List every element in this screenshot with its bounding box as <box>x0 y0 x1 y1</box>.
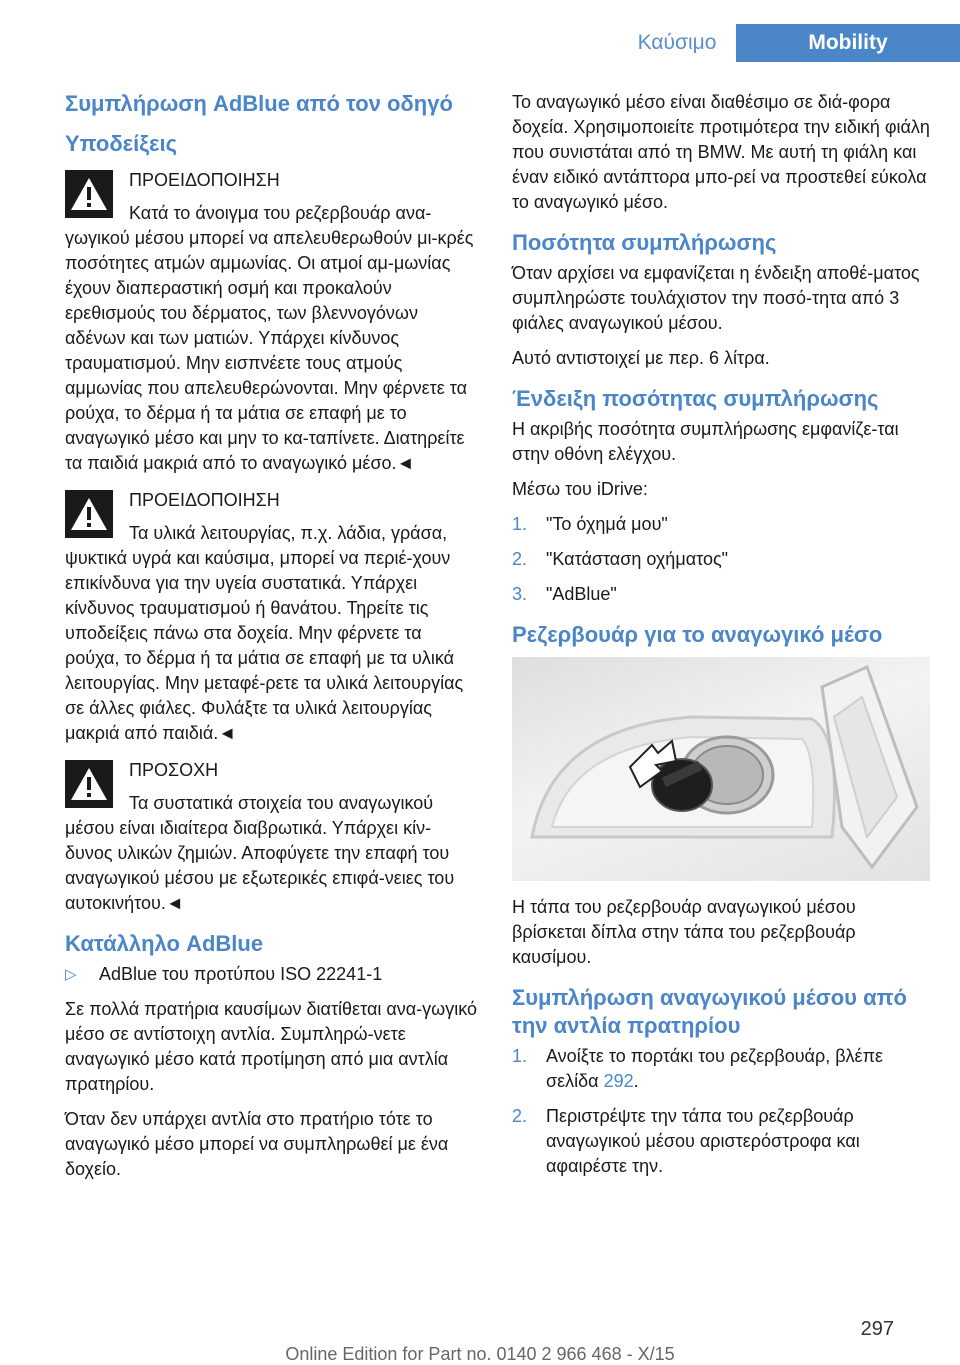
tank-cap-photo <box>512 657 930 881</box>
left-column <box>65 90 477 1192</box>
warning-triangle-icon <box>65 490 113 538</box>
suitable-adblue-heading: Κατάλληλο AdBlue <box>65 931 264 956</box>
list-item <box>65 962 477 987</box>
paragraph: Όταν αρχίσει να εμφανίζεται η ένδειξη αποθέ-ματος συμπληρώστε τουλάχιστον την ποσό-τητα από 3 φιάλες αναγωγικού μέσου. <box>512 263 920 333</box>
list-item: 3. "AdBlue" <box>512 584 617 604</box>
paragraph: Η ακριβής ποσότητα συμπλήρωσης εμφανίζε-ται στην οθόνη ελέγχου. <box>512 419 899 464</box>
warning-block-2 <box>65 488 477 746</box>
list-item: 1. "Το όχημά μου" <box>512 514 668 534</box>
tank-heading: Ρεζερβουάρ για το αναγωγικό μέσο <box>512 622 883 647</box>
warning-title: ΠΡΟΕΙΔΟΠΟΙΗΣΗ <box>129 170 280 190</box>
paragraph: Το αναγωγικό μέσο είναι διαθέσιμο σε διά-φορα δοχεία. Χρησιμοποιείτε προτιμότερα την ειδική φιάλη που συνιστάται από τη BMW. Με αυτή τη φιάλη και έναν ειδικό αντάπτορα μπο-ρεί να προστεθεί εύκολα το αναγωγικό μέσο. <box>512 92 930 212</box>
warning-title: ΠΡΟΕΙΔΟΠΟΙΗΣΗ <box>129 490 280 510</box>
list-item: 2. "Κατάσταση οχήματος" <box>512 549 729 569</box>
triangle-bullet-icon: ▷ <box>65 966 77 983</box>
page-number: 297 <box>860 1318 894 1340</box>
section-tab[interactable]: Καύσιμο <box>637 31 717 54</box>
page-footer <box>0 1318 960 1362</box>
paragraph: Αυτό αντιστοιχεί με περ. 6 λίτρα. <box>512 348 770 368</box>
pump-heading: Συμπλήρωση αναγωγικού μέσου από την αντλία πρατηρίου <box>512 985 907 1038</box>
paragraph: Όταν δεν υπάρχει αντλία στο πρατήριο τότε το αναγωγικό μέσο μπορεί να συμπληρωθεί με ένα δοχείο. <box>65 1109 449 1179</box>
caution-block <box>65 758 477 916</box>
page-reference-link[interactable]: 292 <box>603 1071 634 1091</box>
caution-text: Τα συστατικά στοιχεία του αναγωγικού μέσου είναι ιδιαίτερα διαβρωτικά. Υπάρχει κίν-δυνος υλικών ζημιών. Αποφύγετε την επαφή του αναγωγικού μέσου με εξωτερικές επιφά-νειες του αυτοκινήτου.◄ <box>65 793 455 913</box>
bullet-text: AdBlue του προτύπου ISO 22241-1 <box>99 964 383 984</box>
warning-triangle-icon <box>65 170 113 218</box>
caution-title: ΠΡΟΣΟΧΗ <box>129 760 219 780</box>
warning-text: Κατά το άνοιγμα του ρεζερβουάρ ανα-γωγικού μέσου μπορεί να απελευθερωθούν μι-κρές ποσότητες ατμών αμμωνίας. Οι ατμοί αμ-μωνίας έχουν διαπεραστική οσμή και προκαλούν ερεθισμούς του δέρματος, των βλεννογόνων αδένων και των ματιών. Υπάρχει κίνδυνος τραυματισμού. Μην εισπνέετε τους ατμούς αμμωνίας που απελευθερώνονται. Μην φέρνετε τα ρούχα, το δέρμα ή τα μάτια σε επαφή με το αναγωγικό μέσο και μην το κα-ταπίνετε. Διατηρείτε τα παιδιά μακριά από το αναγωγικό μέσο.◄ <box>65 203 474 473</box>
edition-line: Online Edition for Part no. 0140 2 966 468 - X/15 <box>285 1344 675 1364</box>
paragraph: Σε πολλά πρατήρια καυσίμων διατίθεται ανα-γωγικό μέσο σε αντίστοιχη αντλία. Συμπληρώ-νετε αναγωγικό μέσο κατά προτίμηση από μια αντλία πρατηρίου. <box>65 999 477 1094</box>
page-header <box>0 0 960 62</box>
paragraph: Μέσω του iDrive: <box>512 479 648 499</box>
right-column <box>512 90 930 1191</box>
idrive-steps <box>512 512 930 607</box>
list-item: 2. Περιστρέψτε την τάπα του ρεζερβουάρ αναγωγικού μέσου αριστερόστροφα και αφαιρέστε την. <box>512 1106 860 1176</box>
quantity-heading: Ποσότητα συμπλήρωσης <box>512 230 777 255</box>
indication-heading: Ένδειξη ποσότητας συμπλήρωσης <box>512 386 879 411</box>
section-title: Συμπλήρωση AdBlue από τον οδηγό <box>65 91 453 116</box>
hints-heading: Υποδείξεις <box>65 131 178 156</box>
chapter-tab[interactable]: Mobility <box>736 24 960 62</box>
warning-block-1 <box>65 168 477 476</box>
caution-triangle-icon <box>65 760 113 808</box>
list-item: 1. Ανοίξτε το πορτάκι του ρεζερβουάρ, βλέπε σελίδα 292. <box>512 1046 884 1091</box>
pump-steps <box>512 1044 930 1179</box>
warning-text: Τα υλικά λειτουργίας, π.χ. λάδια, γράσα, ψυκτικά υγρά και καύσιμα, μπορεί να περιέ-χουν επικίνδυνα για την υγεία συστατικά. Υπάρχει κίνδυνος τραυματισμού ή θανάτου. Τηρείτε τις υποδείξεις πάνω στα δοχεία. Μην φέρνετε τα ρούχα, το δέρμα ή τα μάτια σε επαφή με τα υλικά λειτουργίας. Μην μεταφέ-ρετε τα υλικά λειτουργίας σε άλλες φιάλες. Φυλάξτε τα υλικά λειτουργίας μακριά από παιδιά.◄ <box>65 523 464 743</box>
photo-caption: Η τάπα του ρεζερβουάρ αναγωγικού μέσου βρίσκεται δίπλα στην τάπα του ρεζερβουάρ καυσίμου. <box>512 897 856 967</box>
